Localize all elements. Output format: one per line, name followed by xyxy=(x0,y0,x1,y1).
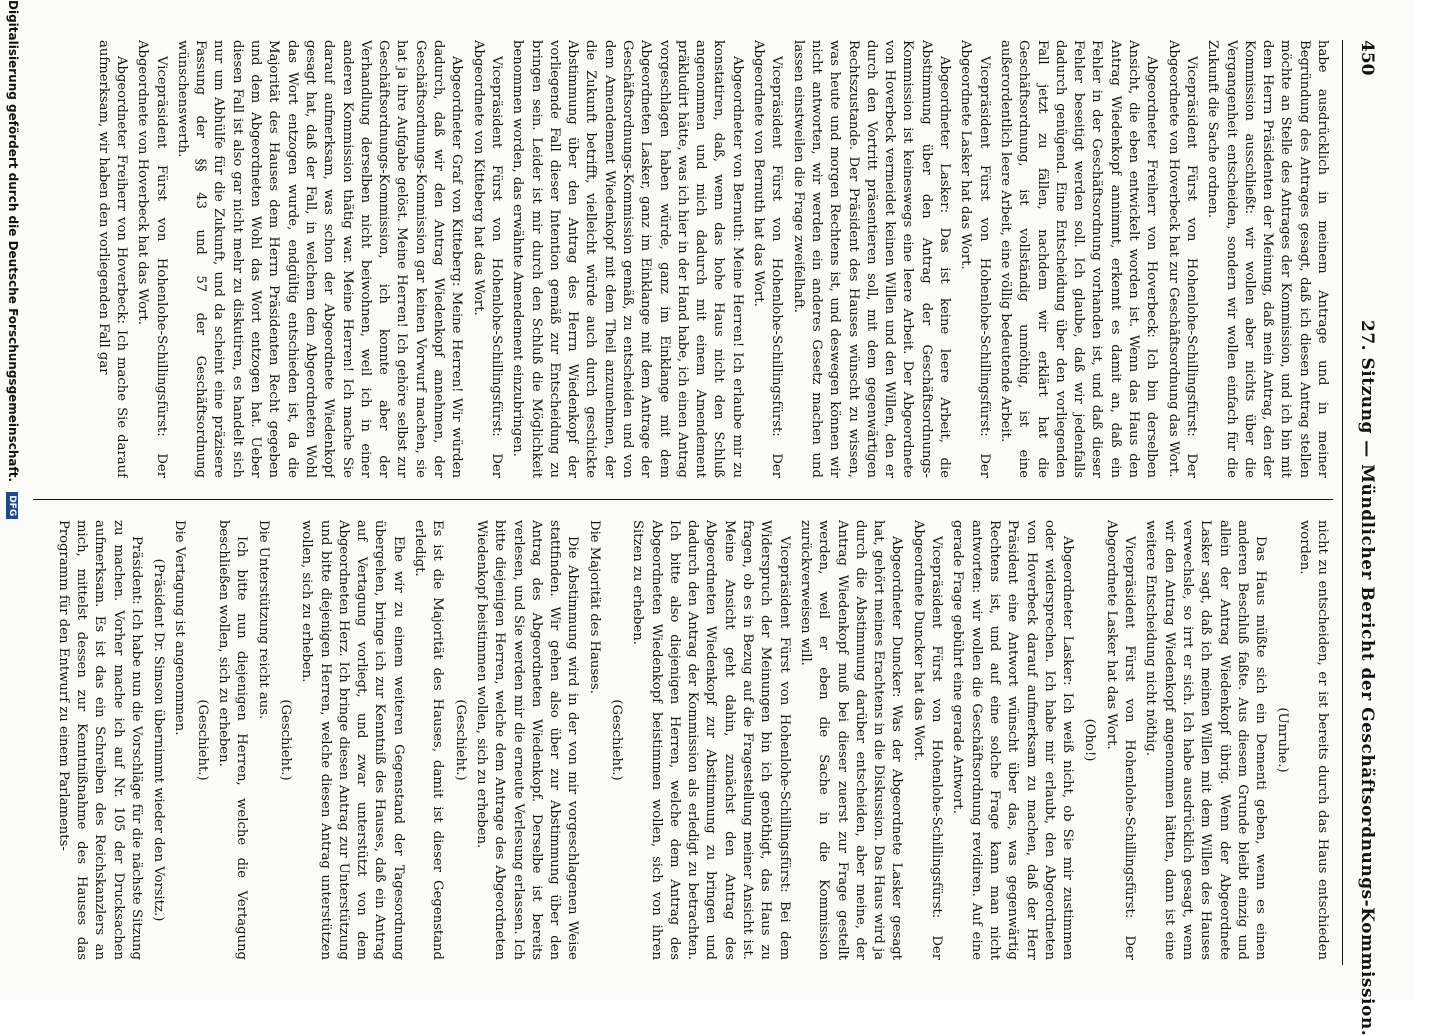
paragraph: nicht zu entscheiden, er ist bereits durch das Haus entschieden worden. xyxy=(1296,520,1330,960)
paragraph: habe ausdrücklich in meinem Antrage und in meiner Begründung des Antrages gesagt, daß ich diesen Antrag stellen möchte an Stelle des Antrages der Kommission, und ich bin mit dem Herrn Präsidenten der Meinung, daß mein Antrag, den der Kommission ausschließt: wir wollen aber nichts über die Vergangenheit entscheiden, sondern wir wollen einfach für die Zukunft die Sache ordnen. xyxy=(1205,40,1330,478)
running-head: 27. Sitzung — Mündlicher Bericht der Geschäftsordnungs-Kommission. xyxy=(1357,320,1377,1036)
paragraph: Abgeordneter von Bernuth: Meine Herren! Ich erlaube mir zu konstatiren, daß, wenn das hohe Haus nicht den Schluß angenommen und mich dadurch mit einem Amendement präkludirt hätte, was ich hier in der Hand habe, ich einen Antrag vorgeschlagen haben würde, ganz im Einklange mit dem Abgeordneten Lasker, ganz im Einklange mit dem Antrage der Geschäftsordnungs-Kommission gemäß, zu entscheiden und von dem Amendement Wiedenkopf mit dem Theil anzunehmen, der die Zukunft betrifft, vielleicht würde auch durch geschickte Abstimmung über den Antrag des Herrn Wiedenkopf der vorliegende Fall dieser Intention gemäß zur Entscheidung zu bringen sein. Leider ist mir durch den Schluß die Möglichkeit benommen worden, das erwähnte Amendement einzubringen. xyxy=(510,40,745,478)
paragraph: Abgeordneter Freiherr von Hoverbeck: Ich mache Sie darauf aufmerksam, wir haben den vorliegenden Fall gar xyxy=(95,40,129,478)
right-column xyxy=(41,520,1331,960)
stage-direction: (Geschieht.) xyxy=(609,699,625,781)
paragraph: Es ist die Majorität des Hauses, damit ist dieser Gegenstand erledigt. xyxy=(412,520,446,960)
paragraph: Vicepräsident Fürst von Hohenlohe-Schillingsfürst: Der Abgeordnete Duncker hat das Wort. xyxy=(910,520,945,960)
paragraph: Vicepräsident Fürst von Hohenlohe-Schillingsfürst: Der Abgeordnete Lasker hat das Wort. xyxy=(1103,520,1138,960)
stage-direction: (Geschieht.) xyxy=(452,699,468,781)
dfg-logo: DFG xyxy=(7,492,19,519)
paragraph: Die Unterstützung reicht aus. xyxy=(255,520,271,720)
paragraph: Abgeordneter Lasker: Das ist keine leere Arbeit, die Abstimmung über den Antrag der Geschäftsordnungs-Kommission ist keineswegs eine leere Arbeit. Der Abgeordnete von Hoverbeck vermeidet keinen Willen und den Willen, den er durch den Vortritt präsentieren soll, mit dem gegenwärtigen Rechtszustande. Der Präsident des Hauses wünscht zu wissen, was heute und morgen Rechtens ist, und deswegen können wir nicht antworten, wir werden ein anderes Gesetz machen und lassen einstweilen die Frage zweifelhaft. xyxy=(790,40,953,478)
paragraph: Abgeordneter Duncker: Was der Abgeordnete Lasker gesagt hat, gehört meines Erachtens in die Diskussion. Das Haus wird ja durch die Abstimmung darüber entscheiden, aber meine, der Antrag Wiedenkopf muß bei dieser zuerst zur Frage gestellt werden, weil er eben die Sache in die Kommission zurückverweisen will. xyxy=(797,520,905,960)
left-column xyxy=(41,40,1331,478)
paragraph: Vicepräsident Fürst von Hohenlohe-Schillingsfürst: Bei dem Widerspruch der Meinungen bin ich genöthigt, das Haus zu fragen, ob es in Bezug auf die Fragestellung meiner Ansicht ist. Meine Ansicht geht dahin, zunächst den Antrag des Abgeordneten Wiedenkopf zur Abstimmung zu bringen und dadurch den Antrag der Kommission als erledigt zu betrachten. Ich bitte also diejenigen Herren, welche dem Antrag des Abgeordneten Wiedenkopf beistimmen wollen, sich von ihren Sitzen zu erheben. xyxy=(630,520,792,960)
paragraph: Abgeordneter Lasker: Ich weiß nicht, ob Sie mir zustimmen oder widersprechen. Ich habe mir erlaubt, den Abgeordneten von Hoverbeck darauf aufmerksam zu machen, daß der Herr Präsident eine Antwort wünscht über das, was gegenwärtig Rechtens ist, und auf eine solche Frage kann man nicht antworten: wir wollen die Geschäftsordnung revidiren. Auf eine gerade Frage gebührt eine gerade Antwort. xyxy=(950,520,1076,960)
paragraph: Vicepräsident Fürst von Hohenlohe-Schillingsfürst: Der Abgeordnete von Kitteberg hat das Wort. xyxy=(470,40,504,478)
paragraph: Vicepräsident Fürst von Hohenlohe-Schillingsfürst: Der Abgeordnete von Hoverbeck hat das Wort. xyxy=(135,40,169,478)
paragraph: Präsident: Ich habe nun die Vorschläge für die nächste Sitzung zu machen. Vorher mache ich auf Nr. 105 der Drucksachen aufmerksam. Es ist das ein Schreiben des Reichskanzlers an mich, mittelst dessen zur Kenntnißnahme des Hauses das Programm für den Entwurf zu einem Parlaments- xyxy=(55,520,144,960)
paragraph: Vicepräsident Fürst von Hohenlohe-Schillingsfürst: Der Abgeordnete Lasker hat das Wort. xyxy=(958,40,992,478)
stage-direction: (Geschieht.) xyxy=(194,699,210,781)
paragraph: Die Majorität des Hauses. xyxy=(586,520,602,694)
paragraph: Vicepräsident Fürst von Hohenlohe-Schillingsfürst: Der Abgeordnete von Bernuth hat das Wort. xyxy=(751,40,785,478)
paragraph: Vicepräsident Fürst von Hohenlohe-Schillingsfürst: Der Abgeordnete von Hoverbeck hat zur Geschäftsordnung das Wort. xyxy=(1165,40,1199,478)
paragraph: Das Haus müßte sich ein Dementi geben, wenn es einen anderen Beschluß faßte. Aus diesem Grunde bleibt einzig und allein der Antrag Wiedenkopf übrig. Wenn der Abgeordnete Lasker sagt, daß ich meinen Willen mit dem Willen des Hauses verwechsle, so irrt er sich. Ich habe ausdrücklich gesagt, wenn wir den Antrag Wiedenkopf angenommen hätten, dann ist eine weitere Entscheidung nicht nöthig. xyxy=(1143,520,1269,960)
stage-direction: (Unruhe.) xyxy=(1275,707,1291,773)
page-header xyxy=(1347,40,1377,1036)
stage-direction: (Oho!) xyxy=(1082,718,1098,762)
paragraph: Abgeordneter Graf von Kitteberg: Meine Herren! Wir würden dadurch, daß wir den Antrag Wiedenkopf annehmen, der Geschäftsordnungs-Kommission gar keinen Vorwurf machen, sie hat ja ihre Aufgabe gelöst. Meine Herren! Ich gehöre selbst zur Geschäftsordnungs-Kommission, ich konnte aber der Verhandlung derselben nicht beiwohnen, weil ich in einer anderen Kommission thätig war. Meine Herren! Ich mache Sie darauf aufmerksam, was schon der Abgeordnete Wiedenkopf gesagt hat, daß der Fall, in welchem dem Abgeordneten Wohl das Wort entzogen wurde, endgültig entschieden ist, da die Majorität des Hauses dem Herrn Präsidenten Recht gegeben und dem Abgeordneten Wohl das Wort entzogen hat. Ueber diesen Fall ist also gar nicht mehr zu diskutiren, es handelt sich nur um Abhülfe für die Zukunft, und da scheint eine präzisere Fassung der §§ 43 und 57 der Geschäftsordnung wünschenswerth. xyxy=(174,40,465,478)
footer xyxy=(2,0,20,1000)
digitization-credit: Digitalisierung gefördert durch die Deutsche Forschungsgemeinschaft. xyxy=(6,0,20,483)
header-rule xyxy=(1342,40,1343,965)
paragraph: Ehe wir zu einem weiteren Gegenstand der Tagesordnung übergehen, bringe ich zur Kenntniß des Hauses, daß ein Antrag auf Vertagung vorliegt, und zwar unterstützt von dem Abgeordneten Herz. Ich bringe diesen Antrag zur Unterstützung und bitte diejenigen Herren, welche diesen Antrag unterstützen wollen, sich zu erheben. xyxy=(299,520,406,960)
stage-direction: (Präsident Dr. Simson übernimmt wieder den Vorsitz.) xyxy=(151,558,167,922)
paragraph: Die Vertagung ist angenommen. xyxy=(172,520,188,736)
paragraph: Ich bitte nun diejenigen Herren, welche die Vertagung beschließen wollen, sich zu erheben. xyxy=(216,520,250,960)
stage-direction: (Geschieht.) xyxy=(277,699,293,781)
column-divider xyxy=(33,499,1333,500)
page-number: 450 xyxy=(1357,40,1377,76)
paragraph: Abgeordneter Freiherr von Hoverbeck: Ich bin derselben Ansicht, die eben entwickelt worden ist. Wenn das Haus den Antrag Wiedenkopf annimmt, erkennt es damit an, daß ein Fehler in der Geschäftsordnung vorhanden ist, und daß dieser Fehler beseitigt werden soll. Ich glaube, daß wir jedenfalls dadurch genügend. Eine Entscheidung über den vorliegenden Fall jetzt zu fällen, nachdem wir erklärt hat die Geschäftsordnung, ist vollständig unnöthig, ist eine außerordentlich leere Arbeit, eine völlig bedeutende Arbeit. xyxy=(997,40,1160,478)
paragraph: Die Abstimmung wird in der von mir vorgeschlagenen Weise stattfinden. Wir gehen also über zur Abstimmung über den Antrag des Abgeordneten Wiedenkopf. Derselbe ist bereits verlesen, und Sie werden mir die erneute Verlesung erlassen. Ich bitte diejenigen Herren, welche dem Antrage des Abgeordneten Wiedenkopf beistimmen wollen, sich zu erheben. xyxy=(473,520,581,960)
